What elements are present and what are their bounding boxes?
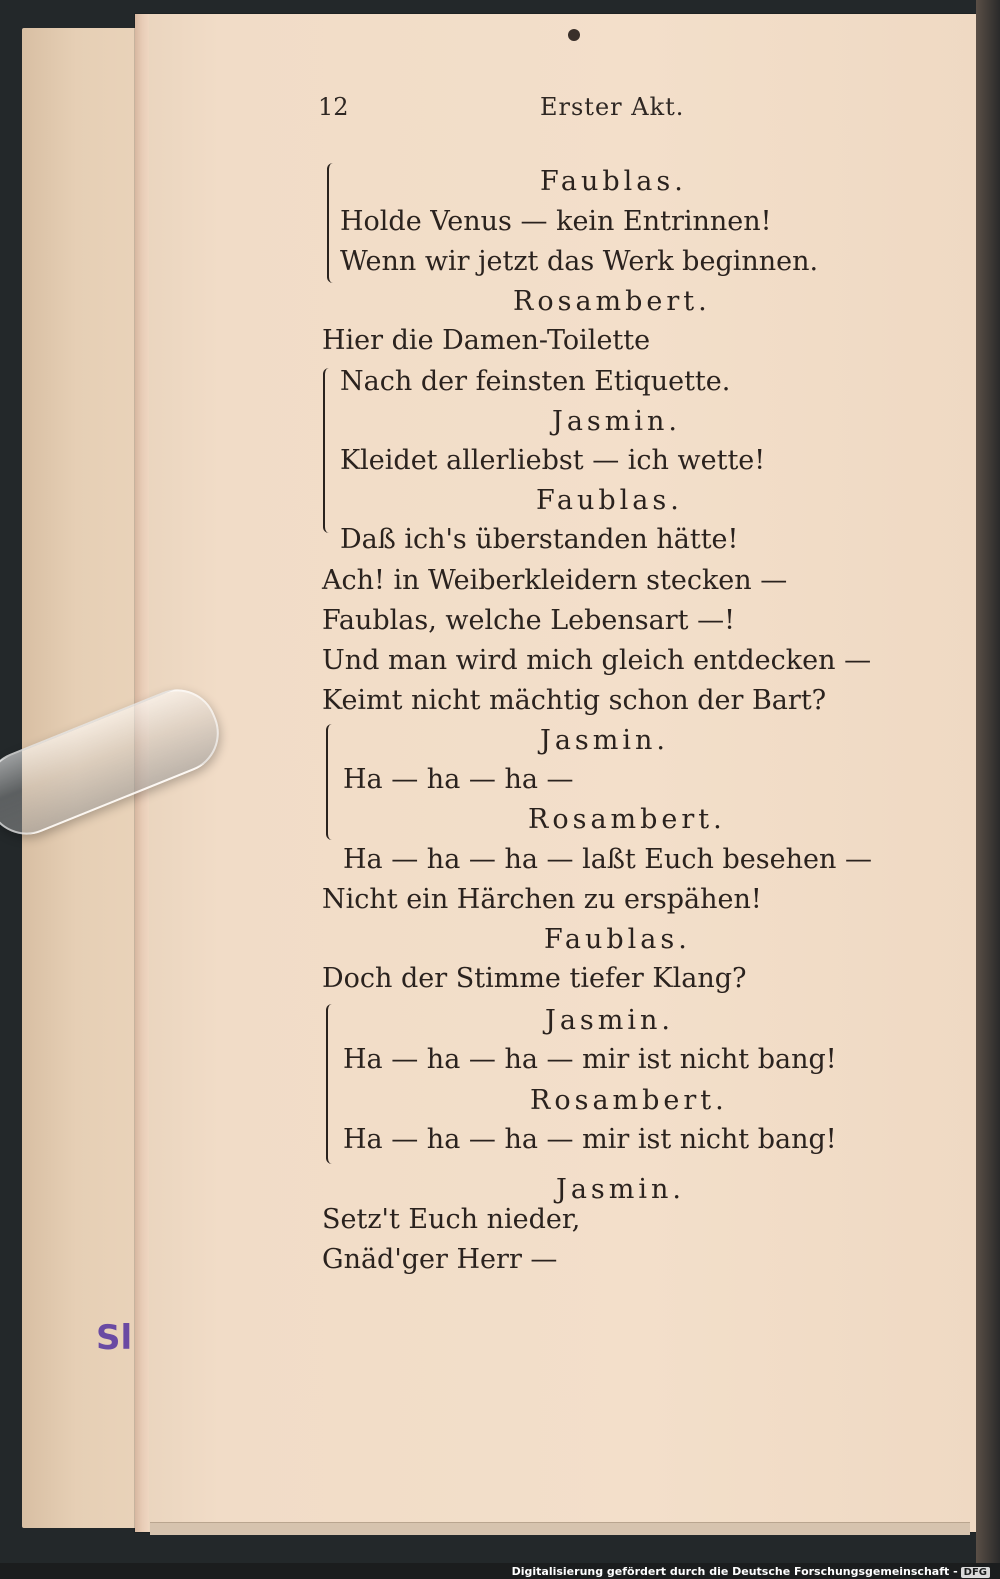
footer-credit-text: Digitalisierung gefördert durch die Deutsche Forschungsgemeinschaft - (511, 1565, 958, 1578)
speaker-label: Faublas. (540, 166, 687, 197)
verse-line: Keimt nicht mächtig schon der Bart? (322, 685, 827, 716)
digitization-footer (0, 1563, 1000, 1579)
ink-dot (568, 29, 580, 41)
verse-line: Ach! in Weiberkleidern stecken — (322, 565, 788, 596)
brace-1 (327, 163, 337, 283)
verse-line: Kleidet allerliebst — ich wette! (340, 445, 766, 476)
brace-2 (323, 368, 333, 533)
verse-line: Ha — ha — ha — mir ist nicht bang! (343, 1044, 837, 1075)
show-through-text (868, 220, 978, 1320)
verse-line: Doch der Stimme tiefer Klang? (322, 963, 747, 994)
page-bottom-edge (150, 1522, 970, 1535)
dfg-logo-badge: DFG (961, 1567, 990, 1578)
verse-line: Daß ich's überstanden hätte! (340, 524, 739, 555)
speaker-label: Jasmin. (556, 1174, 685, 1205)
speaker-label: Rosambert. (513, 286, 711, 317)
footer-credit (512, 1565, 990, 1578)
verse-line: Nach der feinsten Etiquette. (340, 366, 731, 397)
verse-line: Gnäd'ger Herr — (322, 1244, 558, 1275)
verse-line: Wenn wir jetzt das Werk beginnen. (340, 246, 819, 277)
verse-line: Ha — ha — ha — laßt Euch besehen — (343, 844, 872, 875)
speaker-label: Faublas. (536, 485, 683, 516)
library-stamp: Sl (96, 1318, 133, 1358)
verse-line: Holde Venus — kein Entrinnen! (340, 206, 772, 237)
speaker-label: Rosambert. (530, 1085, 728, 1116)
verse-line: Nicht ein Härchen zu erspähen! (322, 884, 762, 915)
running-head: Erster Akt. (540, 93, 685, 121)
speaker-label: Jasmin. (540, 725, 669, 756)
verse-line: Hier die Damen-Toilette (322, 325, 651, 356)
verse-line: Ha — ha — ha — mir ist nicht bang! (343, 1124, 837, 1155)
speaker-label: Faublas. (544, 924, 691, 955)
speaker-label: Jasmin. (552, 406, 681, 437)
page-number: 12 (318, 93, 349, 121)
brace-4 (326, 1004, 336, 1164)
verse-line: Ha — ha — ha — (343, 764, 574, 795)
speaker-label: Jasmin. (545, 1005, 674, 1036)
verse-line: Faublas, welche Lebensart —! (322, 605, 735, 636)
verse-line: Und man wird mich gleich entdecken — (322, 645, 872, 676)
right-shadow (976, 0, 1000, 1579)
speaker-label: Rosambert. (528, 804, 726, 835)
brace-3 (326, 724, 336, 840)
verse-line: Setz't Euch nieder, (322, 1204, 581, 1235)
page-header (318, 93, 688, 127)
